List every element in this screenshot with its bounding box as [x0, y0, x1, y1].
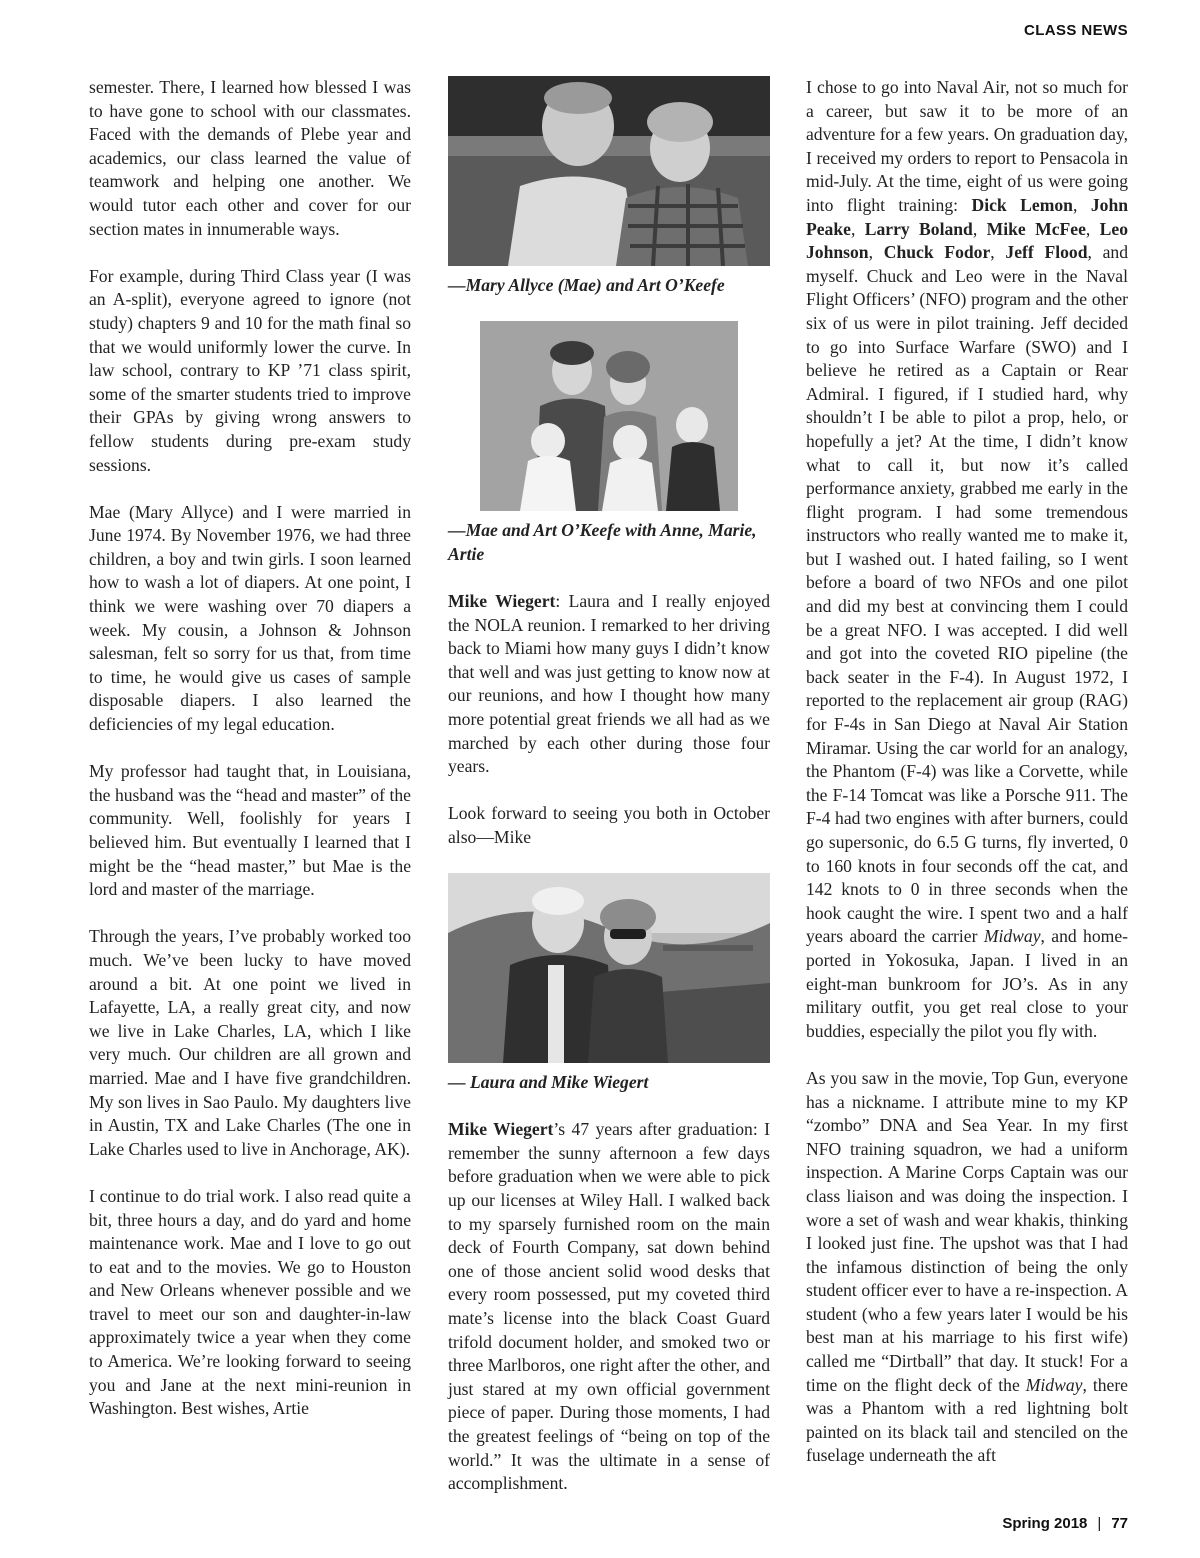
person-name: Mike Wiegert [448, 590, 556, 611]
footer-separator: | [1097, 1515, 1102, 1532]
person-name: Mike Wiegert [448, 1119, 554, 1140]
ship-name: Midway [1025, 1374, 1083, 1395]
classmate-name: Dick Lemon [971, 194, 1073, 215]
classmate-name: Larry Boland [864, 218, 973, 239]
photo-image [448, 873, 770, 1063]
photo-image [448, 76, 770, 266]
photo-image [480, 321, 738, 511]
paragraph: semester. There, I learned how blessed I was to have gone to school with our classmates. Faced with the demands of Plebe year and academics, our class learned the value of teamwork and helping one another. We would tutor each other and cover for our section mates in innumerable ways. [89, 77, 411, 239]
column-3 [806, 76, 1128, 1492]
paragraph: I chose to go into Naval Air, not so much for a career, but saw it to be more of an adventure for a few years. On graduation day, I received my orders to report to Pensacola in mid-July. At the time, eight of us were going into flight training: Dick Lemon, John Peake, Larry Boland, Mike McFee, Leo Johnson, Chuck Fodor, Jeff Flood, and myself. Chuck and Leo were in the Naval Flight Officers’ (NFO) program and the other six of us were in pilot training. Jeff decided to go into Surface Warfare (SWO) and I believe he retired as a Captain or Rear Admiral. I figured, if I studied hard, why shouldn’t I be able to pilot a prop, helo, or hopefully a jet? At the time, I didn’t know what to call it, but now it’s called performance anxiety, grabbed me early in the flight program. I had some tremendous instructors who really wanted me to make it, but I washed out. I hated failing, so I went before a board of two NFOs and one pilot and did my best at convincing them I could be a great NFO. I was accepted. I did well and got into the coveted RIO pipeline (the back seater in the F-4). In August 1972, I reported to the replacement air group (RAG) for F-4s in San Diego at Naval Air Station Miramar. Using the car world for an analogy, the Phantom (F-4) was like a Corvette, while the F-14 Tomcat was like a Porsche 911. The F-4 had two engines with after burners, could go supersonic, do 6.5 G turns, fly inverted, 0 to 160 knots in four seconds off the cat, and 142 knots to 0 in three seconds when the hook caught the wire. I spent two and a half years aboard the carrier Midway, and home-ported in Yokosuka, Japan. I lived in an eight-man bunkroom for JO’s. As in any military outfit, you get real close to your buddies, especially the pilot you fly with. [806, 77, 1129, 1041]
classmate-name: Chuck Fodor [883, 242, 991, 263]
paragraph-text: ’s 47 years after graduation: I remember the sunny afternoon a few days before graduation when we were able to pick up our licenses at Wiley Hall. I walked back to my sparsely furnished room on the main deck of Fourth Company, sat down behind one of those ancient solid wood desks that every room possessed, put my coveted third mate’s license into the black Coast Guard trifold document holder, and smoked two or three Marlboros, one right after the other, and just stared at my own official government piece of paper. During those moments, I had the greatest feelings of “being on top of the world.” It was the ultimate in a sense of accomplishment. [448, 1119, 770, 1494]
photo-caption: — Laura and Mike Wiegert [448, 1072, 649, 1093]
classmate-name: Mike McFee [986, 218, 1086, 239]
classmate-name: Jeff Flood [1005, 242, 1088, 263]
paragraph: Mae (Mary Allyce) and I were married in June 1974. By November 1976, we had three children, a boy and twin girls. I soon learned how to wash a lot of diapers. At one point, I think we were washing over 70 diapers a week. My cousin, a Johnson & Johnson salesman, felt so sorry for us that, from time to time, he would give us cases of sample disposable diapers. I also learned the deficiencies of my legal education. [89, 501, 411, 735]
photo-caption: —Mae and Art O’Keefe with Anne, Marie, Artie [448, 520, 757, 564]
paragraph [806, 1067, 1128, 1468]
paragraph-text: I chose to go into Naval Air, not so much for a career, but saw it to be more of an adventure for a few years. On graduation day, I received my orders to report to Pensacola in mid-July. At the time, eight of us were going into flight training: [806, 77, 1128, 215]
section-header: CLASS NEWS [1023, 22, 1128, 39]
paragraph-text: , and myself. Chuck and Leo were in the Naval Flight Officers’ (NFO) program and the other six of us were in pilot training. Jeff decided to go into Surface Warfare (SWO) and I believe he retired as a Captain or Rear Admiral. I figured, if I studied hard, why shouldn’t I be able to pilot a prop, helo, or hopefully a jet? At the time, I didn’t know what to call it, but now it’s called performance anxiety, grabbed me early in the flight program. I had some tremendous instructors who really wanted me to make it, but I washed out. I hated failing, so I went before a board of two NFOs and one pilot and did my best at convincing them I could be a great NFO. I was accepted. I did well and got into the coveted RIO pipeline (the back seater in the F-4). In August 1972, I reported to the replacement air group (RAG) for F-4s in San Diego at Naval Air Station Miramar. Using the car world for an analogy, the Phantom (F-4) was like a Corvette, while the F-14 Tomcat was like a Porsche 911. The F-4 had two engines with after burners, could go supersonic, do 6.5 G turns, fly inverted, 0 to 160 knots in four seconds off the cat, and 142 knots to 0 in three seconds when the hook caught the wire. I spent two and a half years aboard the carrier [806, 242, 1129, 947]
paragraph-text: , there was a Phantom with a red lightning bolt painted on its black tail and stenciled on the fuselage underneath the aft [806, 1374, 1128, 1466]
column-2 [448, 76, 770, 1519]
photo-mae-and-art [448, 76, 770, 266]
paragraph: Look forward to seeing you both in October also—Mike [448, 803, 770, 847]
classmate-name: John Peake [806, 194, 1129, 239]
paragraph-text: , and home-ported in Yokosuka, Japan. I lived in an eight-man bunkroom for JO’s. As in any military outfit, you get real close to your buddies, especially the pilot you fly with. [806, 926, 1129, 1041]
column-1 [89, 76, 411, 1444]
photo-family [480, 321, 738, 511]
paragraph: My professor had taught that, in Louisiana, the husband was the “head and master” of the community. Well, foolishly for years I believed him. But eventually I learned that I might be the “head master,” but Mae is the lord and master of the marriage. [89, 761, 411, 900]
paragraph: I continue to do trial work. I also read quite a bit, three hours a day, and do yard and home maintenance work. Mae and I love to go out to eat and to the movies. We go to Houston and New Orleans whenever possible and we travel to meet our son and daughter-in-law approximately twice a year when they come to America. We’re looking forward to seeing you and Jane at the next mini-reunion in Washington. Best wishes, Artie [89, 1185, 411, 1419]
paragraph-text: As you saw in the movie, Top Gun, everyone has a nickname. I attribute mine to my KP “zombo” DNA and Sea Year. In my first NFO training squadron, we had a uniform inspection. A Marine Corps Captain was our class liaison and was doing the inspection. I wore a set of wash and wear khakis, thinking I looked just fine. The upshot was that I had the infamous distinction of being the only student officer ever to have a re-inspection. A student (who a few years later I would be his best man at his marriage to his first wife) called me “Dirtball” that day. It stuck! For a time on the flight deck of the [806, 1067, 1128, 1395]
paragraph [448, 1118, 770, 1496]
page-footer [1002, 1515, 1128, 1532]
photo-caption: —Mary Allyce (Mae) and Art O’Keefe [448, 275, 725, 295]
classmate-name: Leo Johnson [806, 218, 1129, 263]
paragraph: Through the years, I’ve probably worked too much. We’ve been lucky to have moved around a bit. At one point we lived in Lafayette, LA, a really great city, and now we live in Lake Charles, LA, which I like very much. Our children are all grown and married. Mae and I have five grandchildren. My son lives in Sao Paulo. My daughters live in Austin, TX and Lake Charles (The one in Lake Charles used to live in Anchorage, AK). [89, 926, 411, 1159]
photo-laura-and-mike [448, 873, 770, 1063]
ship-name: Midway [983, 926, 1041, 947]
paragraph-text: : Laura and I really enjoyed the NOLA reunion. I remarked to her driving back to Miami how many guys I didn’t know that well and was just getting to know now at our reunions, and how I thought how many more potential great friends we all had as we marched by each other during those four years. [448, 590, 771, 777]
paragraph [448, 590, 770, 779]
paragraph: For example, during Third Class year (I was an A-split), everyone agreed to ignore (not study) chapters 9 and 10 for the math final so that we would uniformly lower the curve. In law school, contrary to KP ’71 class spirit, some of the smarter students tried to improve their GPAs by giving wrong answers to fellow students during pre-exam study sessions. [89, 265, 411, 475]
page-number: 77 [1111, 1515, 1128, 1532]
issue-label: Spring 2018 [1002, 1515, 1088, 1532]
